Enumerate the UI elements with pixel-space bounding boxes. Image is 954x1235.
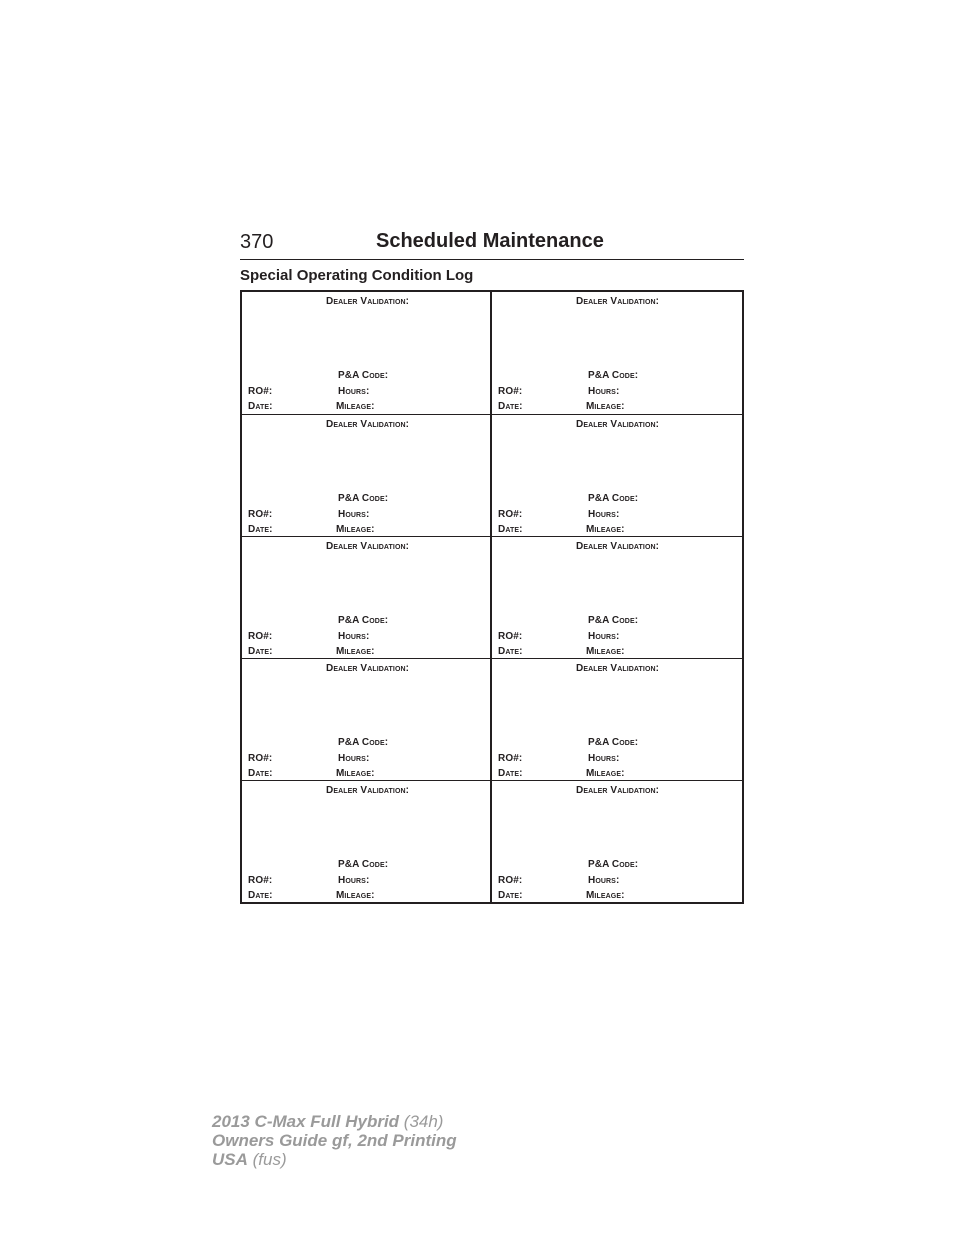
footer-model: 2013 C-Max Full Hybrid [212,1112,400,1131]
log-cell [492,658,742,780]
ro-label: RO#: [498,631,523,642]
mileage-label: Mileage: [336,646,375,657]
mileage-label: Mileage: [336,768,375,779]
log-cell [492,292,742,414]
hours-label: Hours: [588,753,620,764]
dealer-validation-label: Dealer Validation: [576,663,660,674]
log-cell [242,536,492,658]
page-header [240,229,744,260]
hours-label: Hours: [338,875,370,886]
log-table [240,290,744,904]
mileage-label: Mileage: [586,646,625,657]
mileage-label: Mileage: [336,524,375,535]
log-cell [492,414,742,536]
date-label: Date: [498,890,523,901]
hours-label: Hours: [338,509,370,520]
log-cell [242,658,492,780]
ro-label: RO#: [248,875,273,886]
pa-code-label: P&A Code: [338,737,389,748]
pa-code-label: P&A Code: [338,615,389,626]
dealer-validation-label: Dealer Validation: [326,419,410,430]
pa-code-label: P&A Code: [588,493,639,504]
date-label: Date: [248,768,273,779]
footer-line-2 [212,1131,457,1150]
date-label: Date: [498,524,523,535]
mileage-label: Mileage: [336,890,375,901]
pa-code-label: P&A Code: [338,370,389,381]
hours-label: Hours: [588,509,620,520]
date-label: Date: [248,401,273,412]
log-cell [242,414,492,536]
ro-label: RO#: [498,875,523,886]
mileage-label: Mileage: [586,401,625,412]
date-label: Date: [248,524,273,535]
ro-label: RO#: [248,753,273,764]
date-label: Date: [498,768,523,779]
pa-code-label: P&A Code: [588,737,639,748]
footer [212,1112,457,1169]
footer-model-code: (34h) [399,1112,444,1131]
mileage-label: Mileage: [586,890,625,901]
footer-line-3 [212,1150,457,1169]
dealer-validation-label: Dealer Validation: [326,663,410,674]
footer-market-code: (fus) [247,1150,287,1169]
pa-code-label: P&A Code: [588,615,639,626]
log-cell [242,780,492,902]
hours-label: Hours: [338,753,370,764]
mileage-label: Mileage: [336,401,375,412]
ro-label: RO#: [248,386,273,397]
ro-label: RO#: [498,753,523,764]
date-label: Date: [498,401,523,412]
log-cell [492,780,742,902]
log-cell [492,536,742,658]
section-title: Special Operating Condition Log [240,267,474,284]
dealer-validation-label: Dealer Validation: [576,541,660,552]
pa-code-label: P&A Code: [338,859,389,870]
ro-label: RO#: [248,509,273,520]
hours-label: Hours: [338,386,370,397]
dealer-validation-label: Dealer Validation: [326,541,410,552]
ro-label: RO#: [498,509,523,520]
pa-code-label: P&A Code: [588,370,639,381]
mileage-label: Mileage: [586,524,625,535]
hours-label: Hours: [588,386,620,397]
ro-label: RO#: [498,386,523,397]
ro-label: RO#: [248,631,273,642]
dealer-validation-label: Dealer Validation: [326,296,410,307]
dealer-validation-label: Dealer Validation: [576,419,660,430]
pa-code-label: P&A Code: [338,493,389,504]
mileage-label: Mileage: [586,768,625,779]
hours-label: Hours: [588,631,620,642]
footer-market: USA [212,1150,248,1169]
hours-label: Hours: [588,875,620,886]
footer-line-1 [212,1112,457,1131]
dealer-validation-label: Dealer Validation: [576,785,660,796]
page-number: 370 [240,231,274,253]
hours-label: Hours: [338,631,370,642]
chapter-title: Scheduled Maintenance [376,230,604,252]
dealer-validation-label: Dealer Validation: [326,785,410,796]
date-label: Date: [248,646,273,657]
footer-edition: Owners Guide gf, 2nd Printing [212,1131,457,1150]
date-label: Date: [498,646,523,657]
dealer-validation-label: Dealer Validation: [576,296,660,307]
pa-code-label: P&A Code: [588,859,639,870]
date-label: Date: [248,890,273,901]
log-cell [242,292,492,414]
